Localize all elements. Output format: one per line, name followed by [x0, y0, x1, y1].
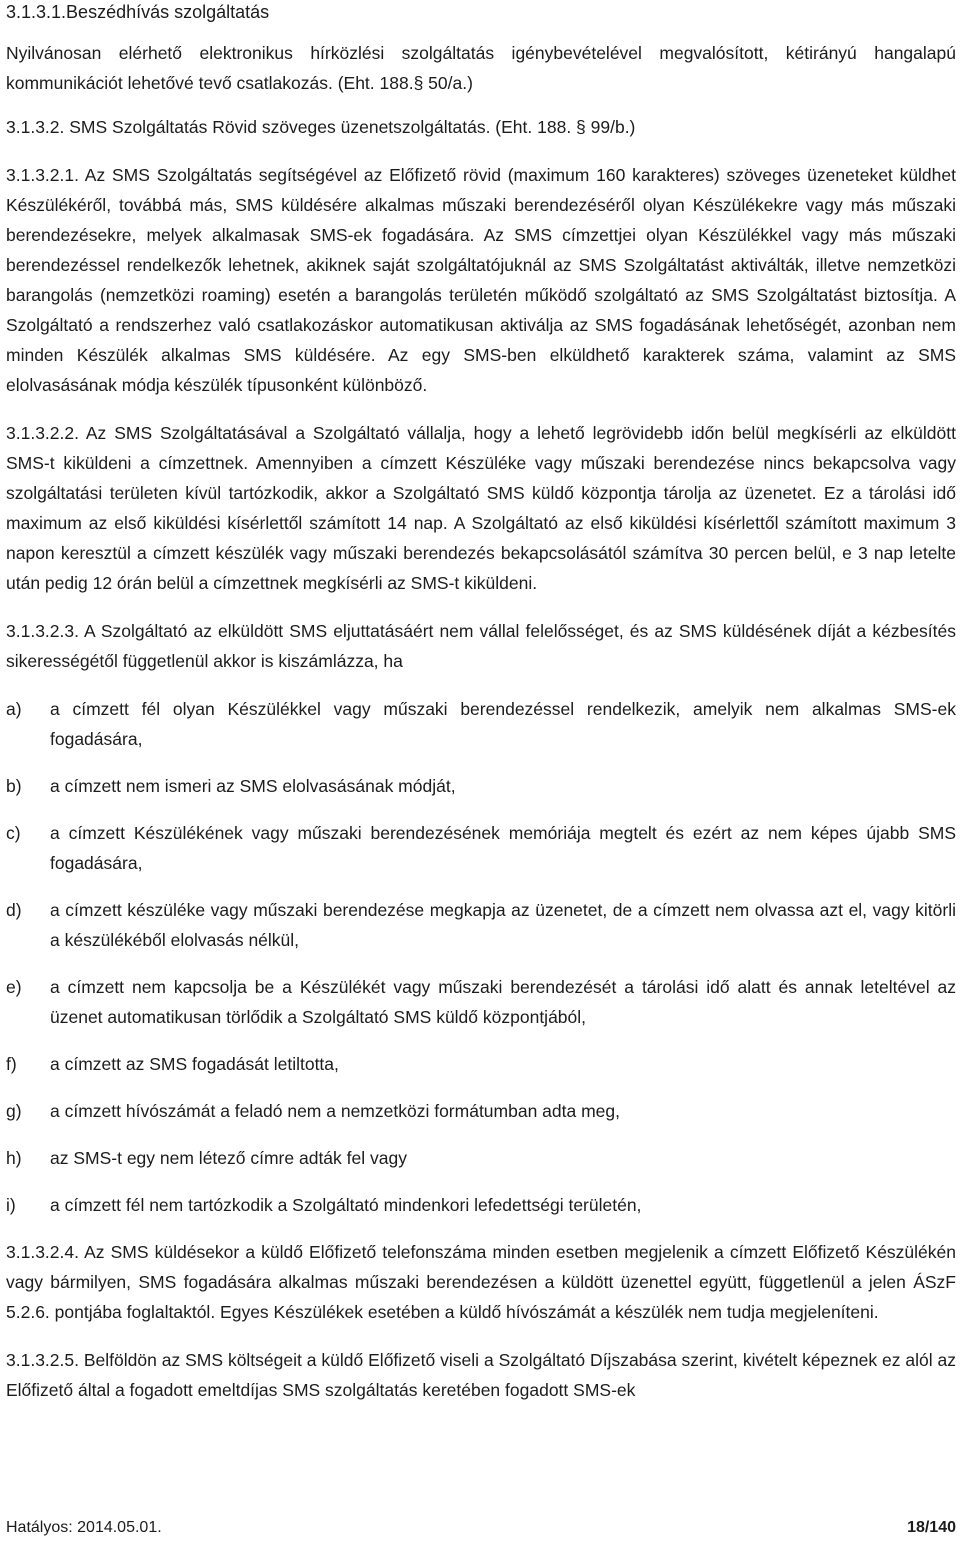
effective-date: Hatályos: 2014.05.01.	[6, 1519, 162, 1536]
list-item-letter: e)	[6, 977, 22, 997]
list-item-letter: f)	[6, 1054, 17, 1074]
list-item	[6, 1096, 956, 1126]
list-item-letter: h)	[6, 1148, 22, 1168]
list-item-letter: i)	[6, 1195, 16, 1215]
list-item-text: a címzett fél olyan Készülékkel vagy műszaki berendezéssel rendelkezik, amelyik nem alkalmas SMS-ek fogadására,	[50, 699, 956, 749]
list-item	[6, 972, 956, 1032]
page-number: 18/140	[907, 1519, 956, 1536]
list-item-letter: b)	[6, 776, 22, 796]
list-item	[6, 818, 956, 878]
list-item-letter: d)	[6, 900, 22, 920]
section-heading: 3.1.3.1.Beszédhívás szolgáltatás	[6, 2, 270, 22]
section-sms-title: 3.1.3.2. SMS Szolgáltatás Rövid szöveges üzenetszolgáltatás. (Eht. 188. § 99/b.)	[6, 117, 636, 137]
list-item-letter: g)	[6, 1101, 22, 1121]
list-item-text: a címzett készüléke vagy műszaki berendezése megkapja az üzenetet, de a címzett nem olvassa azt el, vagy kitörli a készülékéből elolvasás nélkül,	[50, 900, 956, 950]
list-item	[6, 895, 956, 955]
list-item-text: a címzett hívószámát a feladó nem a nemzetközi formátumban adta meg,	[50, 1101, 620, 1121]
paragraph-3-1-3-2-2: 3.1.3.2.2. Az SMS Szolgáltatásával a Szolgáltató vállalja, hogy a lehető legrövidebb időn belül megkísérli az elküldött SMS-t kiküldeni a címzettnek. Amennyiben a címzett Készüléke vagy műszaki berendezése nincs bekapcsolva vagy szolgáltatási területen kívül tartózkodik, akkor a Szolgáltató SMS küldő központja tárolja az üzenetet. Ez a tárolási idő maximum az első kiküldési kísérlettől számított 14 nap. A Szolgáltató az első kiküldési kísérlettől számított maximum 3 napon keresztül a címzett készülék vagy műszaki berendezés bekapcsolásától számítva 30 percen belül, e 3 nap letelte után pedig 12 órán belül a címzettnek megkísérli az SMS-t kiküldeni.	[6, 423, 956, 593]
paragraph-3-1-3-2-1: 3.1.3.2.1. Az SMS Szolgáltatás segítségével az Előfizető rövid (maximum 160 karakteres) szöveges üzeneteket küldhet Készülékéről, továbbá más, SMS küldésére alkalmas műszaki berendezéséről olyan Készülékekre vagy más műszaki berendezésekre, melyek alkalmasak SMS-ek fogadására. Az SMS címzettjei olyan Készülékkel vagy más műszaki berendezéssel rendelkezők lehetnek, akiknek saját szolgáltatójuknál az SMS Szolgáltatást aktiválták, illetve nemzetközi barangolás (nemzetközi roaming) esetén a barangolás területén működő szolgáltató az SMS Szolgáltatást biztosítja. A Szolgáltató a rendszerhez való csatlakozáskor automatikusan aktiválja az SMS fogadásának lehetőségét, azonban nem minden Készülék alkalmas SMS küldésére. Az egy SMS-ben elküldhető karakterek száma, valamint az SMS elolvasásának módja készülék típusonként különböző.	[6, 165, 956, 395]
list-item-text: a címzett fél nem tartózkodik a Szolgáltató mindenkori lefedettségi területén,	[50, 1195, 642, 1215]
list-item	[6, 771, 956, 801]
paragraph-3-1-3-2-3: 3.1.3.2.3. A Szolgáltató az elküldött SMS eljuttatásáért nem vállal felelősséget, és az SMS küldésének díját a kézbesítés sikerességétől függetlenül akkor is kiszámlázza, ha	[6, 621, 956, 671]
list-item	[6, 1049, 956, 1079]
list-item-text: a címzett nem kapcsolja be a Készülékét vagy műszaki berendezését a tárolási idő alatt és annak leteltével az üzenet automatikusan törlődik a Szolgáltató SMS küldő központjából,	[50, 977, 956, 1027]
list-item-text: az SMS-t egy nem létező címre adták fel vagy	[50, 1148, 407, 1168]
list-item-text: a címzett nem ismeri az SMS elolvasásának módját,	[50, 776, 456, 796]
list-item-letter: c)	[6, 823, 21, 843]
paragraph-definition: Nyilvánosan elérhető elektronikus hírközlési szolgáltatás igénybevételével megvalósított, kétirányú hangalapú kommunikációt lehetővé tevő csatlakozás. (Eht. 188.§ 50/a.)	[6, 43, 956, 93]
paragraph-3-1-3-2-4: 3.1.3.2.4. Az SMS küldésekor a küldő Előfizető telefonszáma minden esetben megjelenik a címzett Előfizető Készülékén vagy bármilyen, SMS fogadására alkalmas műszaki berendezésen a küldött üzenettel együtt, függetlenül a jelen ÁSzF 5.2.6. pontjába foglaltaktól. Egyes Készülékek esetében a küldő hívószámát a készülék nem tudja megjeleníteni.	[6, 1242, 956, 1322]
list-item	[6, 1143, 956, 1173]
list-item	[6, 1190, 956, 1220]
list-item-letter: a)	[6, 699, 22, 719]
list-item-text: a címzett az SMS fogadását letiltotta,	[50, 1054, 339, 1074]
paragraph-3-1-3-2-5: 3.1.3.2.5. Belföldön az SMS költségeit a küldő Előfizető viseli a Szolgáltató Díjszabása szerint, kivételt képeznek ez alól az Előfizető által a fogadott emeltdíjas SMS szolgáltatás keretében fogadott SMS-ek	[6, 1350, 956, 1400]
document-page	[6, 0, 956, 1405]
condition-list	[6, 694, 956, 1220]
page-footer	[6, 1518, 956, 1538]
list-item-text: a címzett Készülékének vagy műszaki berendezésének memóriája megtelt és ezért az nem képes újabb SMS fogadására,	[50, 823, 956, 873]
list-item	[6, 694, 956, 754]
